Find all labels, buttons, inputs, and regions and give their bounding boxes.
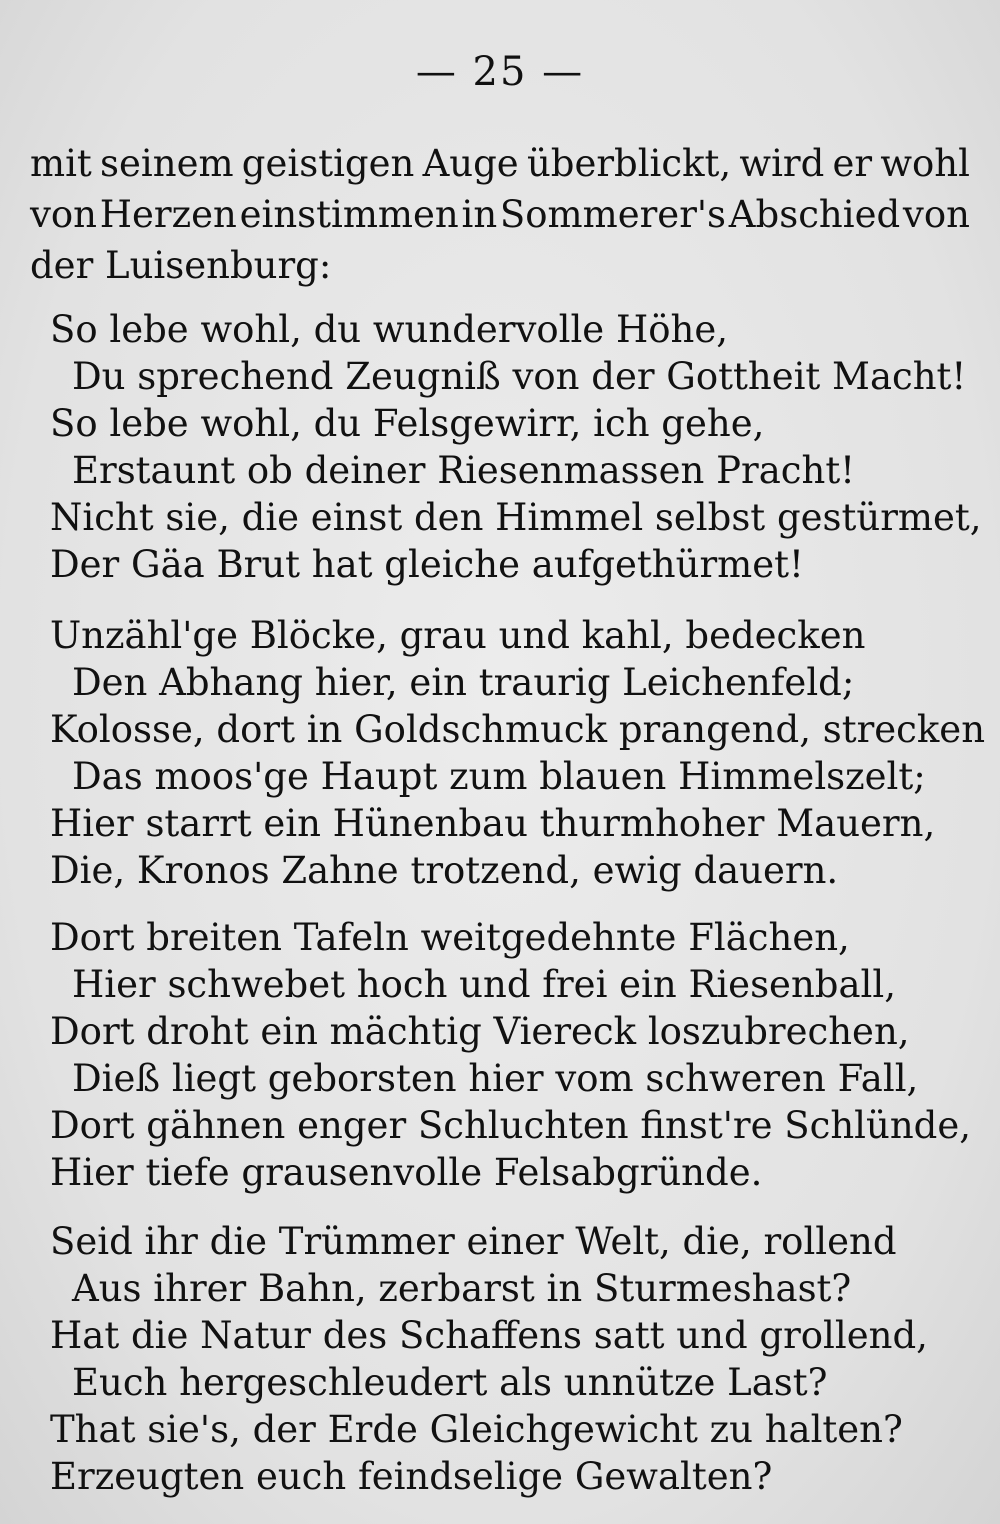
- word: seinem: [100, 142, 234, 185]
- prose-line: [30, 189, 970, 240]
- verse-line: Seid ihr die Trümmer einer Welt, die, rollend: [50, 1220, 897, 1263]
- verse-line: Du sprechend Zeugniß von der Gottheit Macht!: [72, 355, 967, 398]
- word: in: [461, 193, 498, 236]
- verse-line: Aus ihrer Bahn, zerbarst in Sturmeshast?: [72, 1267, 852, 1310]
- word: er: [832, 142, 873, 185]
- poem-stanza-3: [50, 914, 971, 1196]
- prose-line: der Luisenburg:: [30, 244, 332, 287]
- verse-line: Den Abhang hier, ein traurig Leichenfeld;: [72, 661, 855, 704]
- verse-line: Dieß liegt geborsten hier vom schweren Fall,: [72, 1057, 919, 1100]
- word: Sommerer's: [499, 193, 727, 236]
- verse-line: Euch hergeschleudert als unnütze Last?: [72, 1361, 828, 1404]
- verse-line: Unzähl'ge Blöcke, grau und kahl, bedecken: [50, 614, 866, 657]
- verse-line: Erstaunt ob deiner Riesenmassen Pracht!: [72, 449, 856, 492]
- verse-line: Hier starrt ein Hünenbau thurmhoher Mauern,: [50, 802, 936, 845]
- verse-line: Das moos'ge Haupt zum blauen Himmelszelt;: [72, 755, 926, 798]
- poem-stanza-2: [50, 612, 986, 894]
- verse-line: So lebe wohl, du Felsgewirr, ich gehe,: [50, 402, 765, 445]
- verse-line: That sie's, der Erde Gleichgewicht zu halten?: [50, 1408, 903, 1451]
- verse-line: So lebe wohl, du wundervolle Höhe,: [50, 308, 728, 351]
- word: Herzen: [99, 193, 237, 236]
- word: überblickt,: [526, 142, 732, 185]
- word: von: [902, 193, 970, 236]
- word: mit: [30, 142, 92, 185]
- word: wird: [739, 142, 825, 185]
- prose-line: [30, 138, 970, 189]
- word: Auge: [422, 142, 519, 185]
- word: einstimmen: [239, 193, 459, 236]
- verse-line: Hier schwebet hoch und frei ein Riesenball,: [72, 963, 896, 1006]
- poem-stanza-4: [50, 1218, 950, 1500]
- verse-line: Kolosse, dort in Goldschmuck prangend, strecken: [50, 708, 986, 751]
- verse-line: Die, Kronos Zahne trotzend, ewig dauern.: [50, 849, 839, 892]
- verse-line: Hat die Natur des Schaffens satt und grollend,: [50, 1314, 928, 1357]
- page-number: — 25 —: [415, 49, 585, 95]
- poem-stanza-1: [50, 306, 982, 588]
- word: wohl: [880, 142, 970, 185]
- verse-line: Dort breiten Tafeln weitgedehnte Flächen,: [50, 916, 850, 959]
- verse-line: Der Gäa Brut hat gleiche aufgethürmet!: [50, 543, 804, 586]
- prose-paragraph: [30, 138, 970, 291]
- verse-line: Hier tiefe grausenvolle Felsabgründe.: [50, 1151, 763, 1194]
- word: geistigen: [241, 142, 415, 185]
- verse-line: Dort droht ein mächtig Viereck loszubrechen,: [50, 1010, 910, 1053]
- word: Abschied: [728, 193, 901, 236]
- verse-line: Erzeugten euch feindselige Gewalten?: [50, 1455, 773, 1498]
- word: von: [30, 193, 98, 236]
- verse-line: Dort gähnen enger Schluchten finst're Schlünde,: [50, 1104, 971, 1147]
- verse-line: Nicht sie, die einst den Himmel selbst gestürmet,: [50, 496, 982, 539]
